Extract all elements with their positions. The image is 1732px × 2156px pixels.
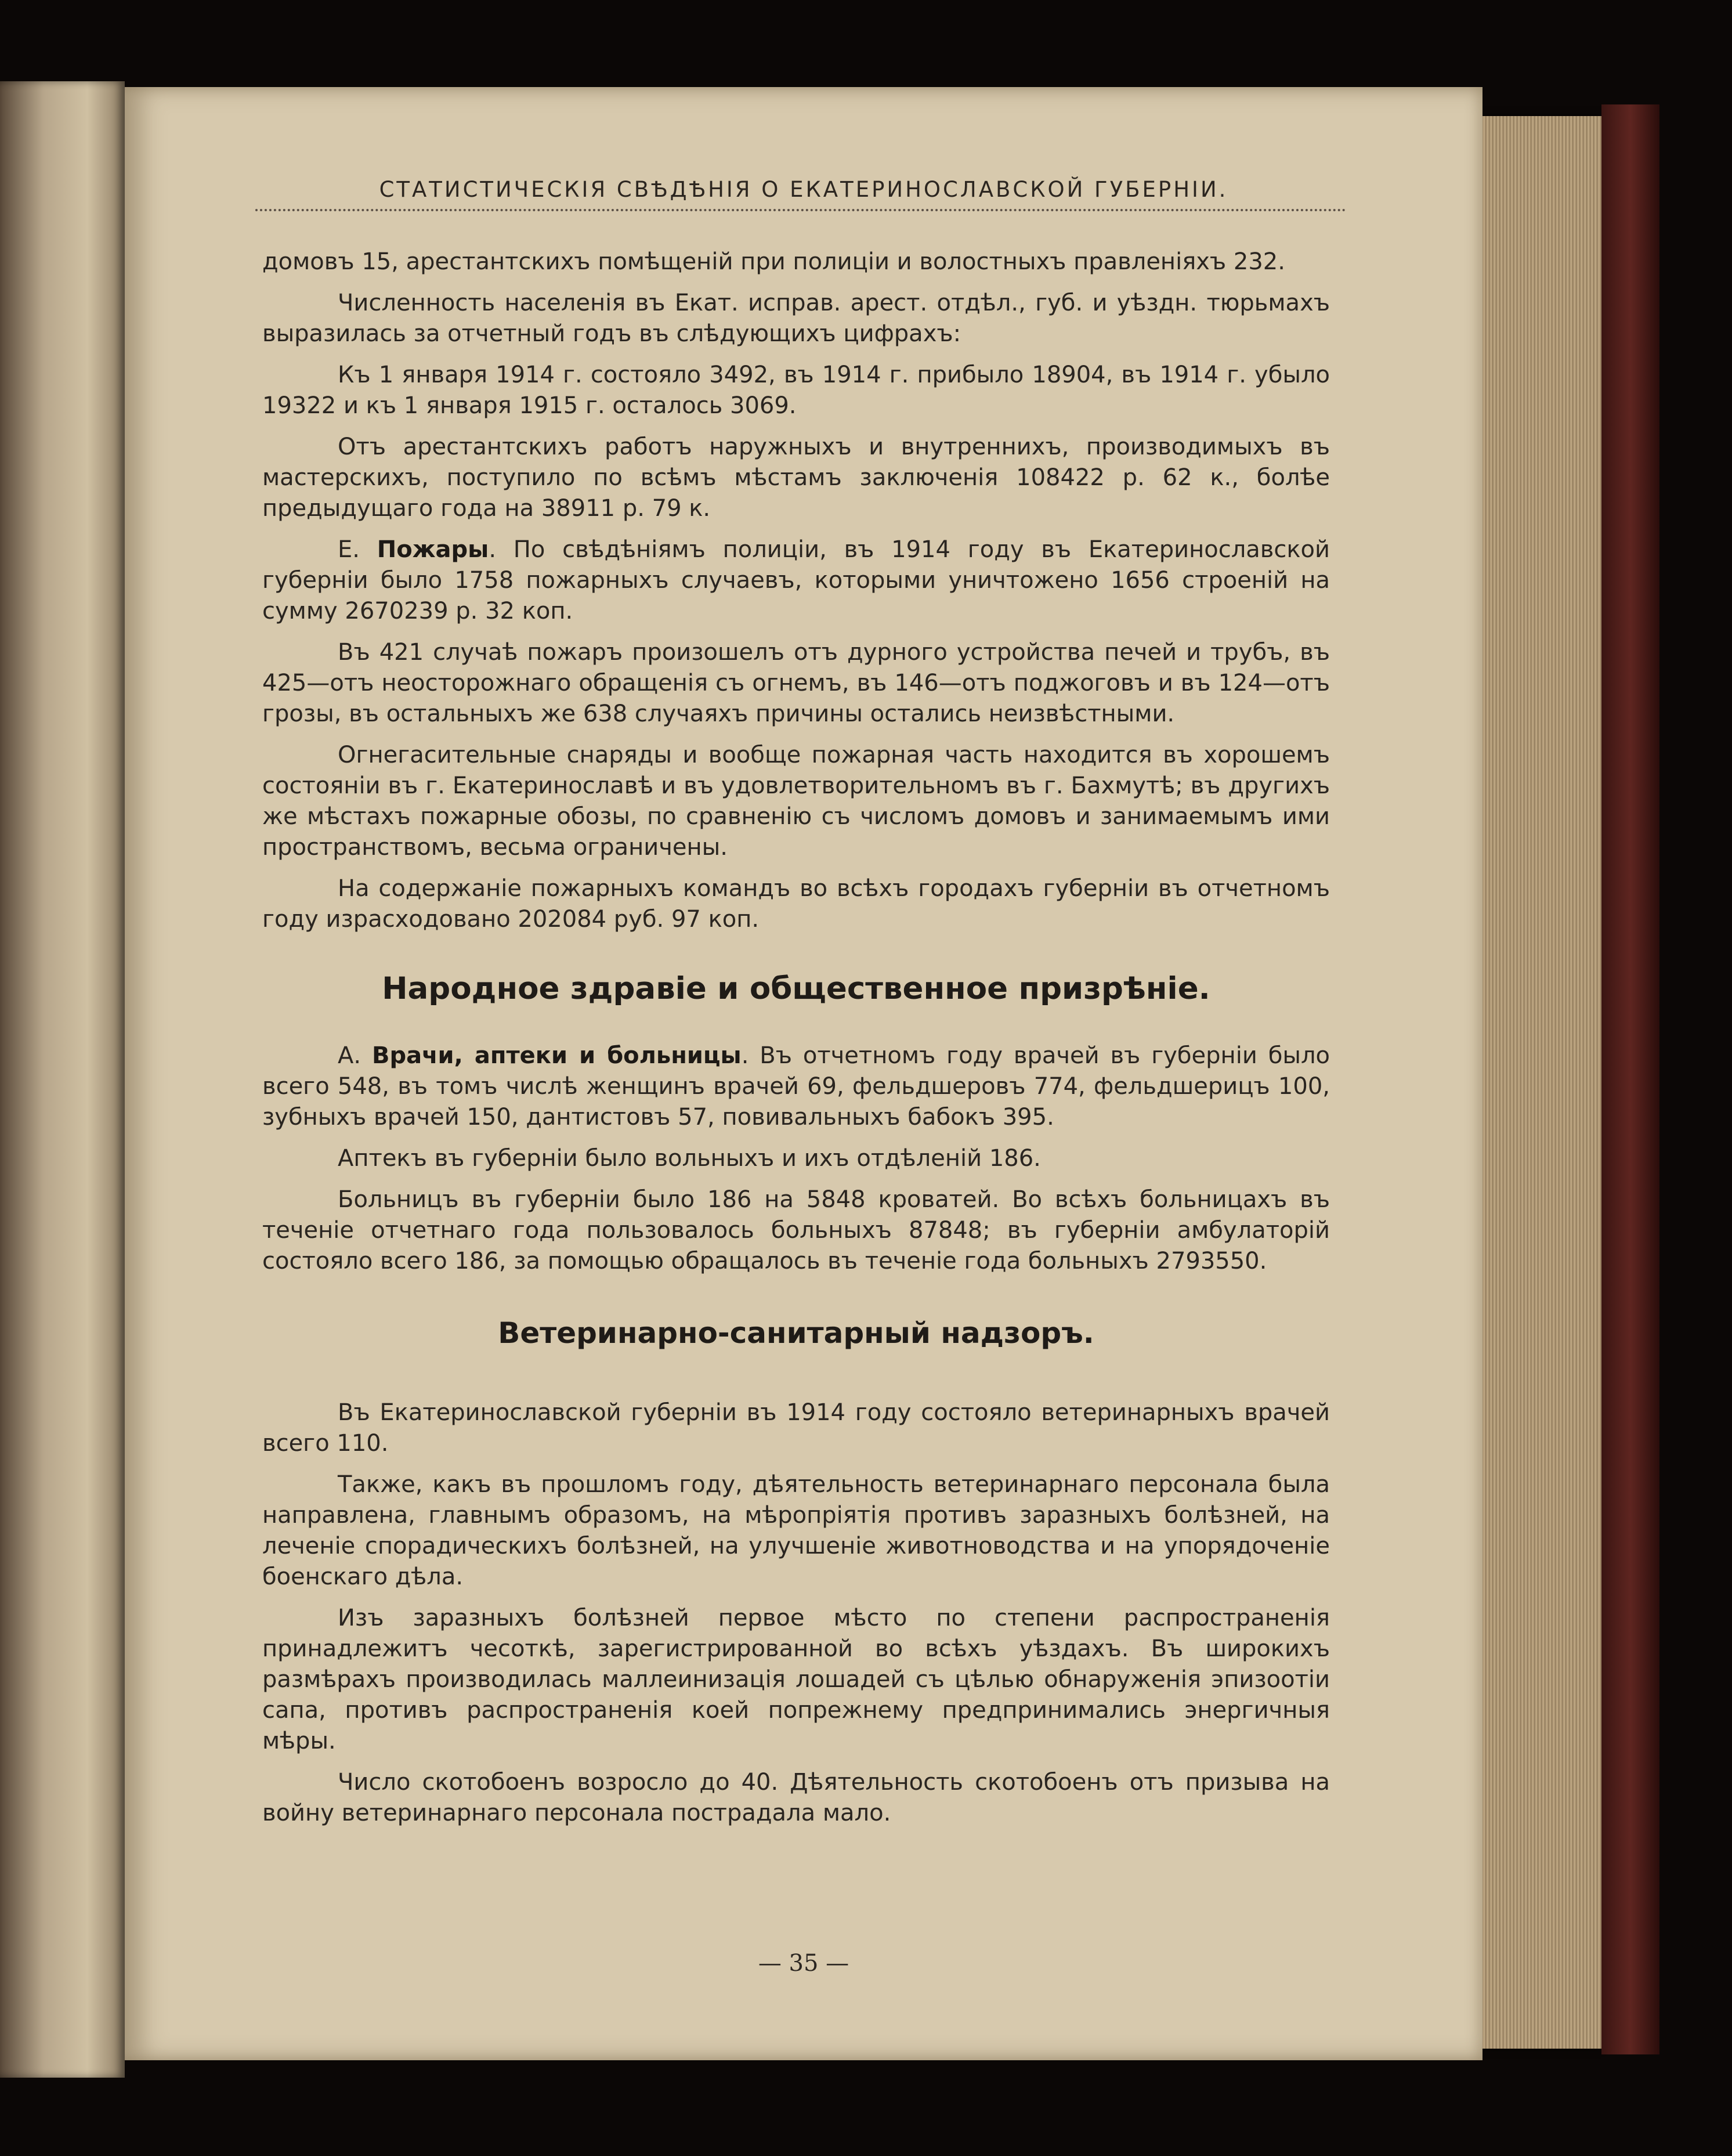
book-cover-edge: [1601, 104, 1659, 2054]
paragraph: Численность населенія въ Екат. исправ. арест. отдѣл., губ. и уѣздн. тюрьмахъ выразилась за отчетный годъ въ слѣдующихъ цифрахъ:: [262, 290, 1330, 347]
paragraph: Въ Екатеринославской губерніи въ 1914 году состояло ветеринарныхъ врачей всего 110.: [262, 1399, 1330, 1457]
paragraph: На содержаніе пожарныхъ командъ во всѣхъ городахъ губерніи въ отчетномъ году израсходовано 202084 руб. 97 коп.: [262, 875, 1330, 933]
section-title-health: Народное здравіе и общественное призрѣніе.: [382, 971, 1210, 1006]
section-title-vet: Ветеринарно-санитарный надзоръ.: [498, 1316, 1094, 1350]
page-number: — 35 —: [758, 1950, 849, 1977]
paragraph: Огнегасительные снаряды и вообще пожарная часть находится въ хорошемъ состояніи въ г. Екатеринославѣ и въ удовлетворительномъ въ г. Бахмутѣ; въ другихъ же мѣстахъ пожарные обозы, по сравненію съ числомъ домовъ и занимаемымъ ими пространствомъ, весьма ограничены.: [262, 742, 1330, 861]
fires-heading: Пожары: [377, 536, 489, 563]
fires-paragraph: [262, 535, 1330, 627]
left-page-edge: [0, 81, 125, 2078]
page-body: [262, 247, 1330, 1839]
fires-text: . По свѣдѣніямъ полиціи, въ 1914 году въ Екатеринославской губерніи было 1758 пожарныхъ случаевъ, которыми уничтожено 1656 строеній на сумму 2670239 р. 32 коп.: [262, 536, 1330, 624]
doctors-heading: Врачи, аптеки и больницы: [371, 1042, 742, 1069]
paragraph: Изъ заразныхъ болѣзней первое мѣсто по степени распространенія принадлежитъ чесоткѣ, зарегистрированной во всѣхъ уѣздахъ. Въ широкихъ размѣрахъ производилась маллеинизація лошадей съ цѣлью обнаруженія эпизоотіи сапа, противъ распространенія коей попрежнему предпринимались энергичныя мѣры.: [262, 1605, 1330, 1754]
doctors-text: . Въ отчетномъ году врачей въ губерніи было всего 548, въ томъ числѣ женщинъ врачей 69, фельдшеровъ 774, фельдшерицъ 100, зубныхъ врачей 150, дантистовъ 57, повивальныхъ бабокъ 395.: [262, 1042, 1330, 1131]
page-block-edge: [1482, 116, 1601, 2049]
header-rule: [255, 209, 1346, 211]
paragraph: Отъ арестантскихъ работъ наружныхъ и внутреннихъ, производимыхъ въ мастерскихъ, поступило по всѣмъ мѣстамъ заключенія 108422 р. 62 к., болѣе предыдущаго года на 38911 р. 79 к.: [262, 434, 1330, 522]
paragraph: домовъ 15, арестантскихъ помѣщеній при полиціи и волостныхъ правленіяхъ 232.: [262, 248, 1285, 275]
fires-prefix: Е.: [338, 536, 360, 563]
paragraph: Больницъ въ губерніи было 186 на 5848 кроватей. Во всѣхъ больницахъ въ теченіе отчетнаго года пользовалось больныхъ 87848; въ губерніи амбулаторій состояло всего 186, за помощью обращалось въ теченіе года больныхъ 2793550.: [262, 1186, 1330, 1274]
paragraph: Аптекъ въ губерніи было вольныхъ и ихъ отдѣленій 186.: [338, 1145, 1041, 1172]
running-header: СТАТИСТИЧЕСКІЯ СВѢДѢНІЯ О ЕКАТЕРИНОСЛАВСКОЙ ГУБЕРНІИ.: [379, 177, 1228, 202]
paragraph: Въ 421 случаѣ пожаръ произошелъ отъ дурного устройства печей и трубъ, въ 425—отъ неосторожнаго обращенія съ огнемъ, въ 146—отъ поджоговъ и въ 124—отъ грозы, въ остальныхъ же 638 случаяхъ причины остались неизвѣстными.: [262, 639, 1330, 727]
book-page: [125, 87, 1482, 2060]
doctors-prefix: А.: [338, 1042, 361, 1069]
paragraph: Также, какъ въ прошломъ году, дѣятельность ветеринарнаго персонала была направлена, главнымъ образомъ, на мѣропріятія противъ заразныхъ болѣзней, на леченіе спорадическихъ болѣзней, на улучшеніе животноводства и на упорядоченіе боенскаго дѣла.: [262, 1471, 1330, 1590]
paragraph: Число скотобоенъ возросло до 40. Дѣятельность скотобоенъ отъ призыва на войну ветеринарнаго персонала пострадала мало.: [262, 1769, 1330, 1826]
paragraph: Къ 1 января 1914 г. состояло 3492, въ 1914 г. прибыло 18904, въ 1914 г. убыло 19322 и къ 1 января 1915 г. осталось 3069.: [262, 362, 1330, 419]
doctors-paragraph: [262, 1041, 1330, 1133]
